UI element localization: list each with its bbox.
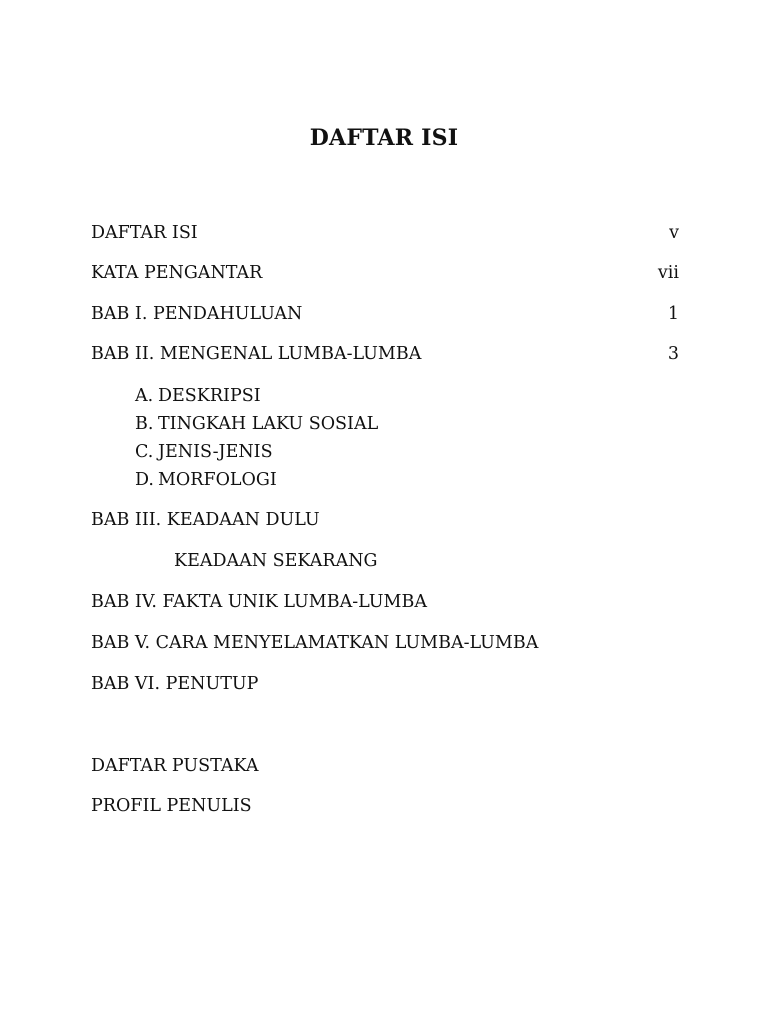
toc-subentry-c	[135, 441, 273, 463]
toc-entry-label: DAFTAR PUSTAKA	[91, 756, 259, 776]
toc-entry-label: BAB I. PENDAHULUAN	[91, 304, 303, 324]
toc-subentry-letter: B.	[135, 414, 154, 434]
toc-entry-label: BAB V. CARA MENYELAMATKAN LUMBA-LUMBA	[91, 633, 539, 653]
toc-entry-label: BAB II. MENGENAL LUMBA-LUMBA	[91, 344, 422, 364]
toc-subentry-letter: A.	[135, 386, 154, 406]
toc-subentry-a	[135, 385, 261, 407]
toc-entry-label: BAB VI. PENUTUP	[91, 674, 259, 694]
toc-subentry-label: MORFOLOGI	[158, 470, 277, 490]
toc-entry-bab-3-indent: KEADAAN SEKARANG	[174, 551, 378, 571]
toc-entry-label: BAB III. KEADAAN DULU	[91, 510, 320, 530]
toc-subentry-label: TINGKAH LAKU SOSIAL	[158, 414, 379, 434]
toc-subentry-label: DESKRIPSI	[158, 386, 261, 406]
toc-entry-label: KATA PENGANTAR	[91, 263, 263, 283]
toc-entry-page: 1	[667, 304, 679, 324]
toc-entry-page: 3	[667, 344, 679, 364]
toc-subentry-b	[135, 413, 378, 435]
toc-subentry-label: JENIS-JENIS	[158, 442, 273, 462]
toc-entry-label: PROFIL PENULIS	[91, 796, 252, 816]
toc-subentry-letter: C.	[135, 442, 154, 462]
toc-entry-page: v	[669, 223, 679, 243]
page-title: DAFTAR ISI	[309, 125, 459, 151]
toc-subentry-letter: D.	[135, 470, 154, 490]
toc-subentry-d	[135, 469, 277, 491]
toc-entry-label: DAFTAR ISI	[91, 223, 198, 243]
toc-entry-page: vii	[657, 263, 679, 283]
toc-entry-label: BAB IV. FAKTA UNIK LUMBA-LUMBA	[91, 592, 427, 612]
